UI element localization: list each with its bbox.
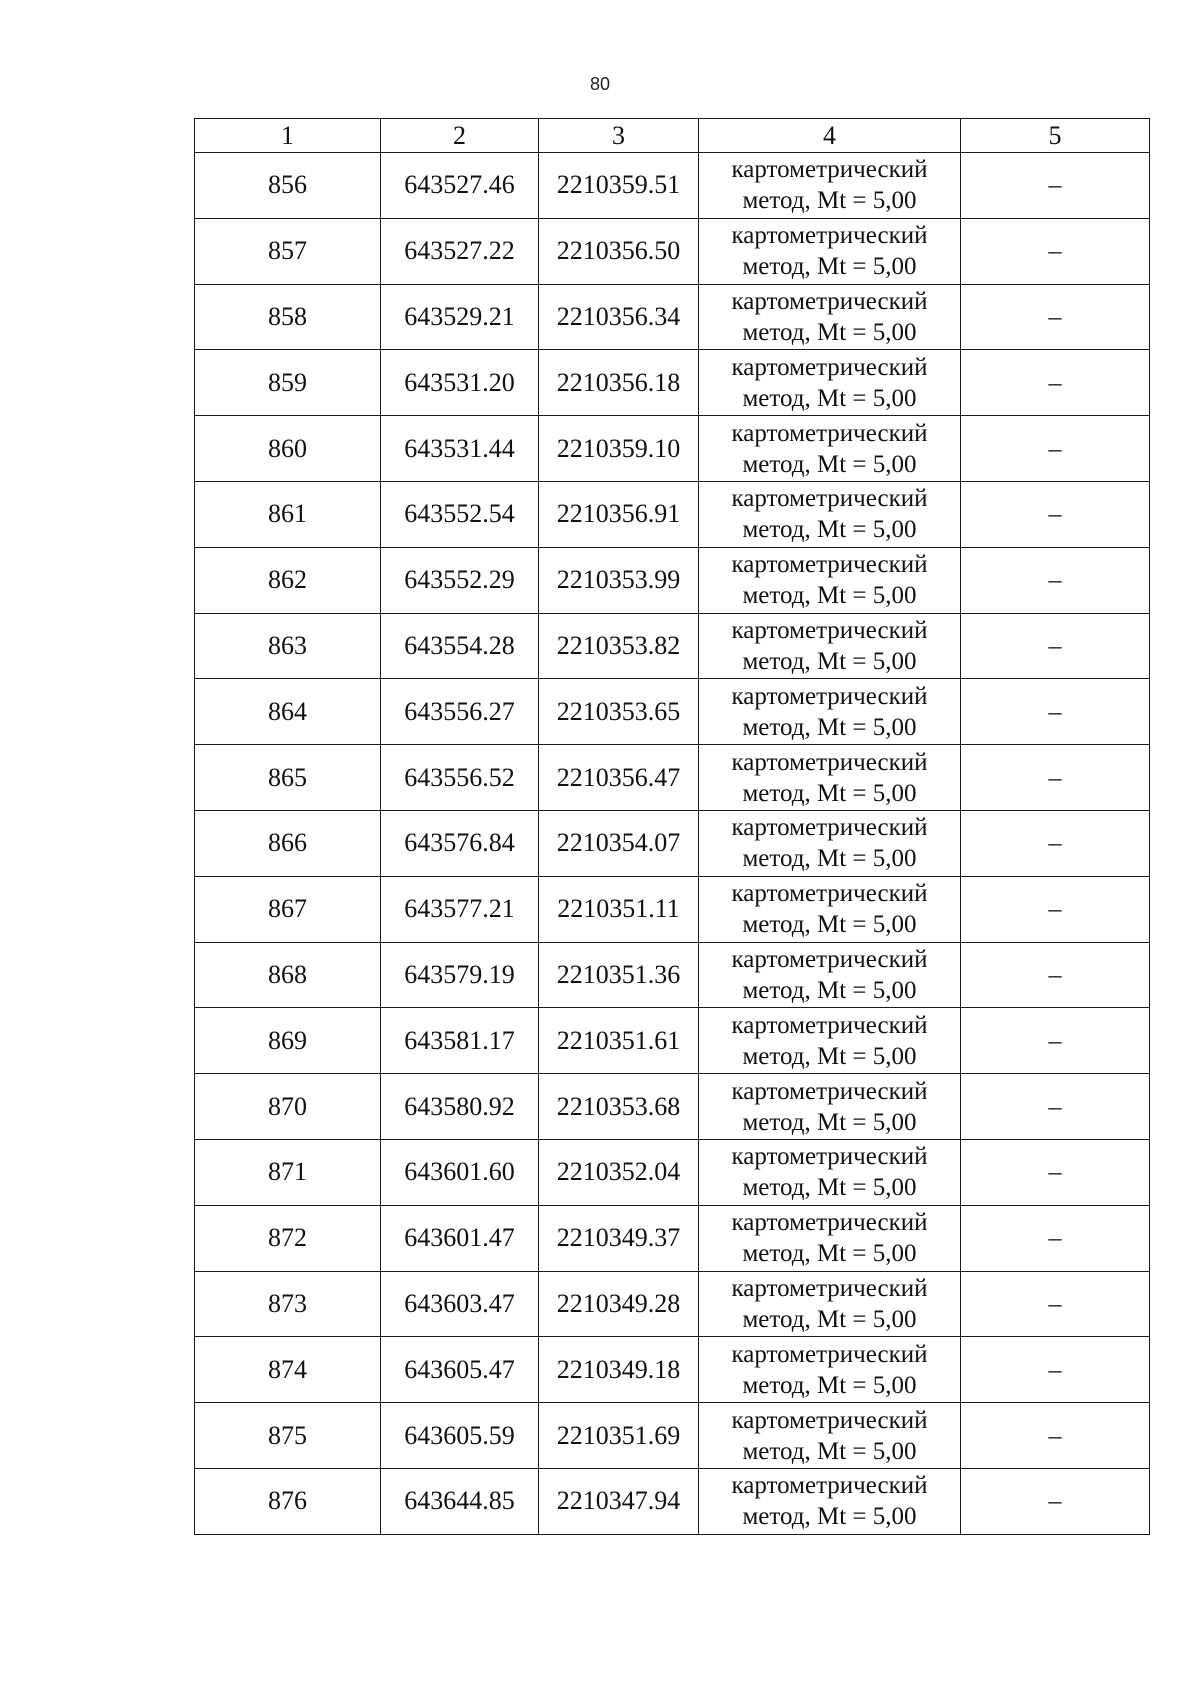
method-line-1: картометрический <box>731 616 928 644</box>
table-row <box>195 153 1150 219</box>
note-cell: – <box>961 876 1150 942</box>
method-cell <box>699 284 961 350</box>
y-coordinate-cell: 2210359.10 <box>539 416 699 482</box>
table-row <box>195 1205 1150 1271</box>
method-line-2: метод, Mt = 5,00 <box>742 647 917 675</box>
point-number-cell: 866 <box>195 810 381 876</box>
method-line-1: картометрический <box>731 1472 928 1500</box>
y-coordinate-cell: 2210356.18 <box>539 350 699 416</box>
method-cell <box>699 350 961 416</box>
x-coordinate-cell: 643531.20 <box>381 350 539 416</box>
method-line-2: метод, Mt = 5,00 <box>742 1371 917 1399</box>
point-number-cell: 858 <box>195 284 381 350</box>
point-number-cell: 873 <box>195 1271 381 1337</box>
page-number: 80 <box>589 74 611 94</box>
note-cell: – <box>961 284 1150 350</box>
method-line-1: картометрический <box>731 1406 928 1434</box>
method-cell <box>699 1403 961 1469</box>
method-line-1: картометрический <box>731 287 928 315</box>
header-cell-5: 5 <box>961 119 1150 153</box>
y-coordinate-cell: 2210356.47 <box>539 745 699 811</box>
header-cell-1: 1 <box>195 119 381 153</box>
header-row <box>195 119 1150 153</box>
table-row <box>195 679 1150 745</box>
point-number-cell: 875 <box>195 1403 381 1469</box>
point-number-cell: 868 <box>195 942 381 1008</box>
table-row <box>195 547 1150 613</box>
y-coordinate-cell: 2210354.07 <box>539 810 699 876</box>
table-body <box>195 153 1150 1535</box>
method-line-1: картометрический <box>731 682 928 710</box>
table-row <box>195 1008 1150 1074</box>
point-number-cell: 872 <box>195 1205 381 1271</box>
x-coordinate-cell: 643531.44 <box>381 416 539 482</box>
method-line-2: метод, Mt = 5,00 <box>742 1437 917 1465</box>
x-coordinate-cell: 643581.17 <box>381 1008 539 1074</box>
method-cell <box>699 218 961 284</box>
x-coordinate-cell: 643576.84 <box>381 810 539 876</box>
method-cell <box>699 1337 961 1403</box>
point-number-cell: 870 <box>195 1074 381 1140</box>
y-coordinate-cell: 2210351.69 <box>539 1403 699 1469</box>
x-coordinate-cell: 643552.54 <box>381 481 539 547</box>
point-number-cell: 859 <box>195 350 381 416</box>
y-coordinate-cell: 2210356.34 <box>539 284 699 350</box>
note-cell: – <box>961 416 1150 482</box>
note-cell: – <box>961 679 1150 745</box>
note-cell: – <box>961 1271 1150 1337</box>
method-cell <box>699 1139 961 1205</box>
method-line-1: картометрический <box>731 880 928 908</box>
table-row <box>195 942 1150 1008</box>
x-coordinate-cell: 643552.29 <box>381 547 539 613</box>
note-cell: – <box>961 1008 1150 1074</box>
x-coordinate-cell: 643556.52 <box>381 745 539 811</box>
x-coordinate-cell: 643529.21 <box>381 284 539 350</box>
y-coordinate-cell: 2210353.68 <box>539 1074 699 1140</box>
table-row <box>195 481 1150 547</box>
header-cell-2: 2 <box>381 119 539 153</box>
y-coordinate-cell: 2210352.04 <box>539 1139 699 1205</box>
method-line-1: картометрический <box>731 353 928 381</box>
point-number-cell: 857 <box>195 218 381 284</box>
table-row <box>195 810 1150 876</box>
note-cell: – <box>961 1205 1150 1271</box>
method-line-1: картометрический <box>731 1077 928 1105</box>
method-cell <box>699 745 961 811</box>
x-coordinate-cell: 643601.60 <box>381 1139 539 1205</box>
header-cell-4: 4 <box>699 119 961 153</box>
y-coordinate-cell: 2210353.82 <box>539 613 699 679</box>
method-line-1: картометрический <box>731 419 928 447</box>
x-coordinate-cell: 643580.92 <box>381 1074 539 1140</box>
x-coordinate-cell: 643527.22 <box>381 218 539 284</box>
method-cell <box>699 1271 961 1337</box>
note-cell: – <box>961 613 1150 679</box>
method-cell <box>699 876 961 942</box>
x-coordinate-cell: 643577.21 <box>381 876 539 942</box>
method-line-2: метод, Mt = 5,00 <box>742 911 917 939</box>
point-number-cell: 867 <box>195 876 381 942</box>
method-line-2: метод, Mt = 5,00 <box>742 713 917 741</box>
method-cell <box>699 942 961 1008</box>
method-line-1: картометрический <box>731 222 928 250</box>
point-number-cell: 874 <box>195 1337 381 1403</box>
method-line-1: картометрический <box>731 1340 928 1368</box>
method-line-2: метод, Mt = 5,00 <box>742 450 917 478</box>
method-cell <box>699 1205 961 1271</box>
x-coordinate-cell: 643644.85 <box>381 1468 539 1534</box>
x-coordinate-cell: 643605.59 <box>381 1403 539 1469</box>
y-coordinate-cell: 2210347.94 <box>539 1468 699 1534</box>
coordinates-table <box>194 118 1150 1535</box>
method-line-2: метод, Mt = 5,00 <box>742 582 917 610</box>
method-cell <box>699 679 961 745</box>
point-number-cell: 876 <box>195 1468 381 1534</box>
note-cell: – <box>961 1139 1150 1205</box>
point-number-cell: 865 <box>195 745 381 811</box>
y-coordinate-cell: 2210351.36 <box>539 942 699 1008</box>
method-line-2: метод, Mt = 5,00 <box>742 1240 917 1268</box>
point-number-cell: 856 <box>195 153 381 219</box>
point-number-cell: 871 <box>195 1139 381 1205</box>
table-row <box>195 1403 1150 1469</box>
method-line-2: метод, Mt = 5,00 <box>742 1174 917 1202</box>
method-line-2: метод, Mt = 5,00 <box>742 976 917 1004</box>
table-row <box>195 416 1150 482</box>
table-header <box>195 119 1150 153</box>
x-coordinate-cell: 643527.46 <box>381 153 539 219</box>
method-cell <box>699 1468 961 1534</box>
method-line-2: метод, Mt = 5,00 <box>742 1042 917 1070</box>
method-line-1: картометрический <box>731 485 928 513</box>
note-cell: – <box>961 745 1150 811</box>
method-cell <box>699 1074 961 1140</box>
x-coordinate-cell: 643554.28 <box>381 613 539 679</box>
method-line-2: метод, Mt = 5,00 <box>742 1108 917 1136</box>
note-cell: – <box>961 547 1150 613</box>
method-line-1: картометрический <box>731 814 928 842</box>
method-cell <box>699 416 961 482</box>
note-cell: – <box>961 481 1150 547</box>
method-line-2: метод, Mt = 5,00 <box>742 1305 917 1333</box>
y-coordinate-cell: 2210351.61 <box>539 1008 699 1074</box>
note-cell: – <box>961 1403 1150 1469</box>
x-coordinate-cell: 643605.47 <box>381 1337 539 1403</box>
table-row <box>195 218 1150 284</box>
point-number-cell: 860 <box>195 416 381 482</box>
x-coordinate-cell: 643603.47 <box>381 1271 539 1337</box>
method-cell <box>699 547 961 613</box>
y-coordinate-cell: 2210353.65 <box>539 679 699 745</box>
table-row <box>195 876 1150 942</box>
table-row <box>195 1074 1150 1140</box>
method-line-1: картометрический <box>731 156 928 184</box>
y-coordinate-cell: 2210356.91 <box>539 481 699 547</box>
method-line-1: картометрический <box>731 1143 928 1171</box>
table-row <box>195 1468 1150 1534</box>
y-coordinate-cell: 2210356.50 <box>539 218 699 284</box>
point-number-cell: 863 <box>195 613 381 679</box>
x-coordinate-cell: 643601.47 <box>381 1205 539 1271</box>
method-cell <box>699 153 961 219</box>
point-number-cell: 861 <box>195 481 381 547</box>
note-cell: – <box>961 1337 1150 1403</box>
note-cell: – <box>961 810 1150 876</box>
method-cell <box>699 1008 961 1074</box>
method-line-1: картометрический <box>731 1274 928 1302</box>
method-cell <box>699 810 961 876</box>
x-coordinate-cell: 643579.19 <box>381 942 539 1008</box>
method-line-1: картометрический <box>731 551 928 579</box>
y-coordinate-cell: 2210349.37 <box>539 1205 699 1271</box>
point-number-cell: 864 <box>195 679 381 745</box>
method-line-1: картометрический <box>731 1011 928 1039</box>
table-row <box>195 613 1150 679</box>
method-line-2: метод, Mt = 5,00 <box>742 516 917 544</box>
method-cell <box>699 613 961 679</box>
y-coordinate-cell: 2210353.99 <box>539 547 699 613</box>
method-line-1: картометрический <box>731 945 928 973</box>
table-row <box>195 1337 1150 1403</box>
method-line-2: метод, Mt = 5,00 <box>742 253 917 281</box>
method-line-2: метод, Mt = 5,00 <box>742 1503 917 1531</box>
table-row <box>195 1271 1150 1337</box>
method-line-2: метод, Mt = 5,00 <box>742 318 917 346</box>
method-line-2: метод, Mt = 5,00 <box>742 384 917 412</box>
point-number-cell: 862 <box>195 547 381 613</box>
method-line-1: картометрический <box>731 1209 928 1237</box>
table-row <box>195 350 1150 416</box>
table-row <box>195 284 1150 350</box>
method-line-1: картометрический <box>731 748 928 776</box>
y-coordinate-cell: 2210349.18 <box>539 1337 699 1403</box>
method-line-2: метод, Mt = 5,00 <box>742 845 917 873</box>
method-line-2: метод, Mt = 5,00 <box>742 187 917 215</box>
note-cell: – <box>961 1074 1150 1140</box>
y-coordinate-cell: 2210349.28 <box>539 1271 699 1337</box>
method-cell <box>699 481 961 547</box>
note-cell: – <box>961 1468 1150 1534</box>
table-row <box>195 745 1150 811</box>
y-coordinate-cell: 2210351.11 <box>539 876 699 942</box>
x-coordinate-cell: 643556.27 <box>381 679 539 745</box>
y-coordinate-cell: 2210359.51 <box>539 153 699 219</box>
note-cell: – <box>961 942 1150 1008</box>
note-cell: – <box>961 350 1150 416</box>
method-line-2: метод, Mt = 5,00 <box>742 779 917 807</box>
note-cell: – <box>961 153 1150 219</box>
table-row <box>195 1139 1150 1205</box>
header-cell-3: 3 <box>539 119 699 153</box>
point-number-cell: 869 <box>195 1008 381 1074</box>
note-cell: – <box>961 218 1150 284</box>
